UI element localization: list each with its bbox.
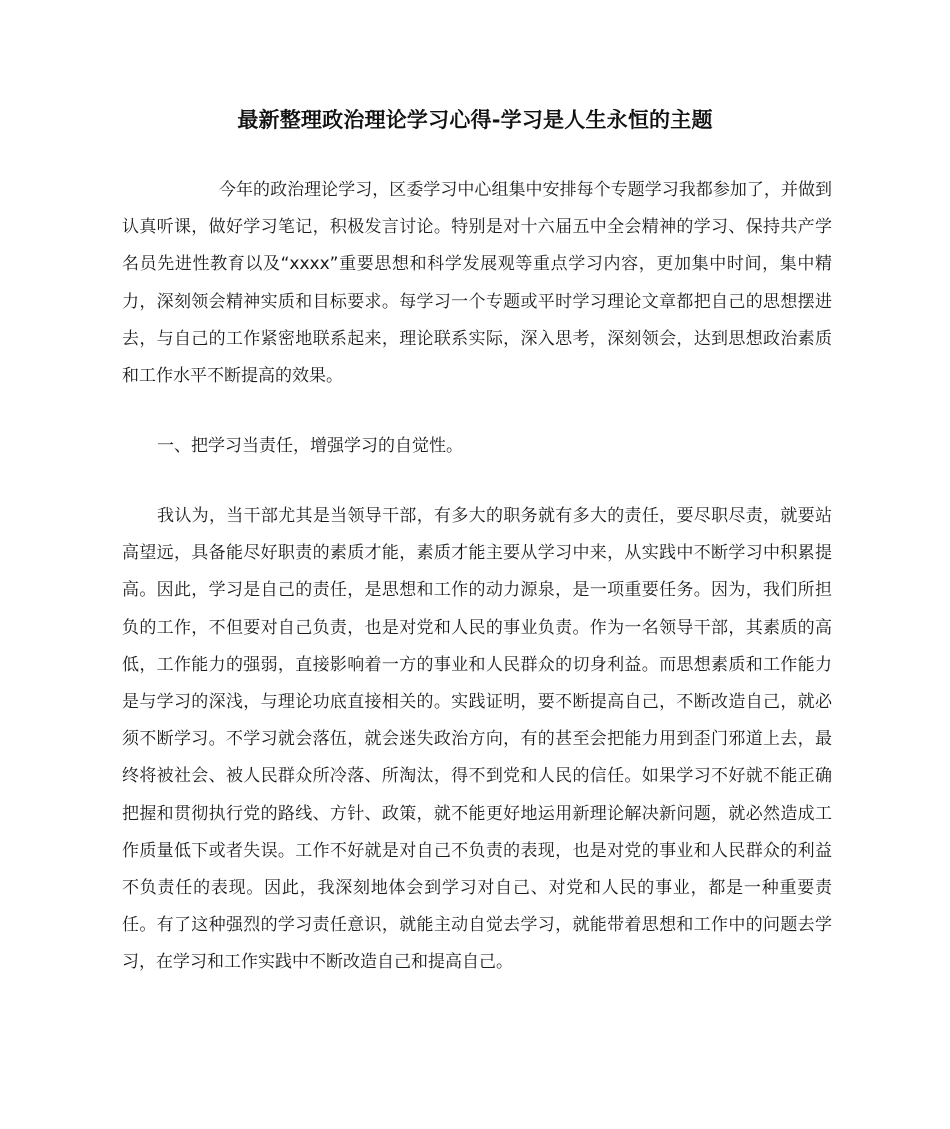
section-heading-1: 一、把学习当责任，增强学习的自觉性。 [157, 436, 463, 456]
document-title: 最新整理政治理论学习心得-学习是人生永恒的主题 [237, 108, 713, 133]
intro-paragraph: 今年的政治理论学习，区委学习中心组集中安排每个专题学习我都参加了，并做到认真听课，做好学习笔记，积极发言讨论。特别是对十六届五中全会精神的学习、保持共产学名员先进性教育以及“xxxx”重要思想和科学发展观等重点学习内容，更加集中时间，集中精力，深刻领会精神实质和目标要求。每学习一个专题或平时学习理论文章都把自己的思想摆进去，与自己的工作紧密地联系起来，理论联系实际，深入思考，深刻领会，达到思想政治素质和工作水平不断提高的效果。 [122, 180, 832, 387]
section-1-paragraph: 我认为，当干部尤其是当领导干部，有多大的职务就有多大的责任，要尽职尽责，就要站高望远，具备能尽好职责的素质才能，素质才能主要从学习中来，从实践中不断学习中积累提高。因此，学习是自己的责任，是思想和工作的动力源泉，是一项重要任务。因为，我们所担负的工作，不但要对自己负责，也是对党和人民的事业负责。作为一名领导干部，其素质的高低，工作能力的强弱，直接影响着一方的事业和人民群众的切身利益。而思想素质和工作能力是与学习的深浅，与理论功底直接相关的。实践证明，要不断提高自己，不断改造自己，就必须不断学习。不学习就会落伍，就会迷失政治方向，有的甚至会把能力用到歪门邪道上去，最终将被社会、被人民群众所冷落、所淘汰，得不到党和人民的信任。如果学习不好就不能正确把握和贯彻执行党的路线、方针、政策，就不能更好地运用新理论解决新问题，就必然造成工作质量低下或者失误。工作不好就是对自己不负责的表现，也是对党的事业和人民群众的利益不负责任的表现。因此，我深刻地体会到学习对自己、对党和人民的事业，都是一种重要责任。有了这种强烈的学习责任意识，就能主动自觉去学习，就能带着思想和工作中的问题去学习，在学习和工作实践中不断改造自己和提高自己。 [122, 506, 832, 973]
